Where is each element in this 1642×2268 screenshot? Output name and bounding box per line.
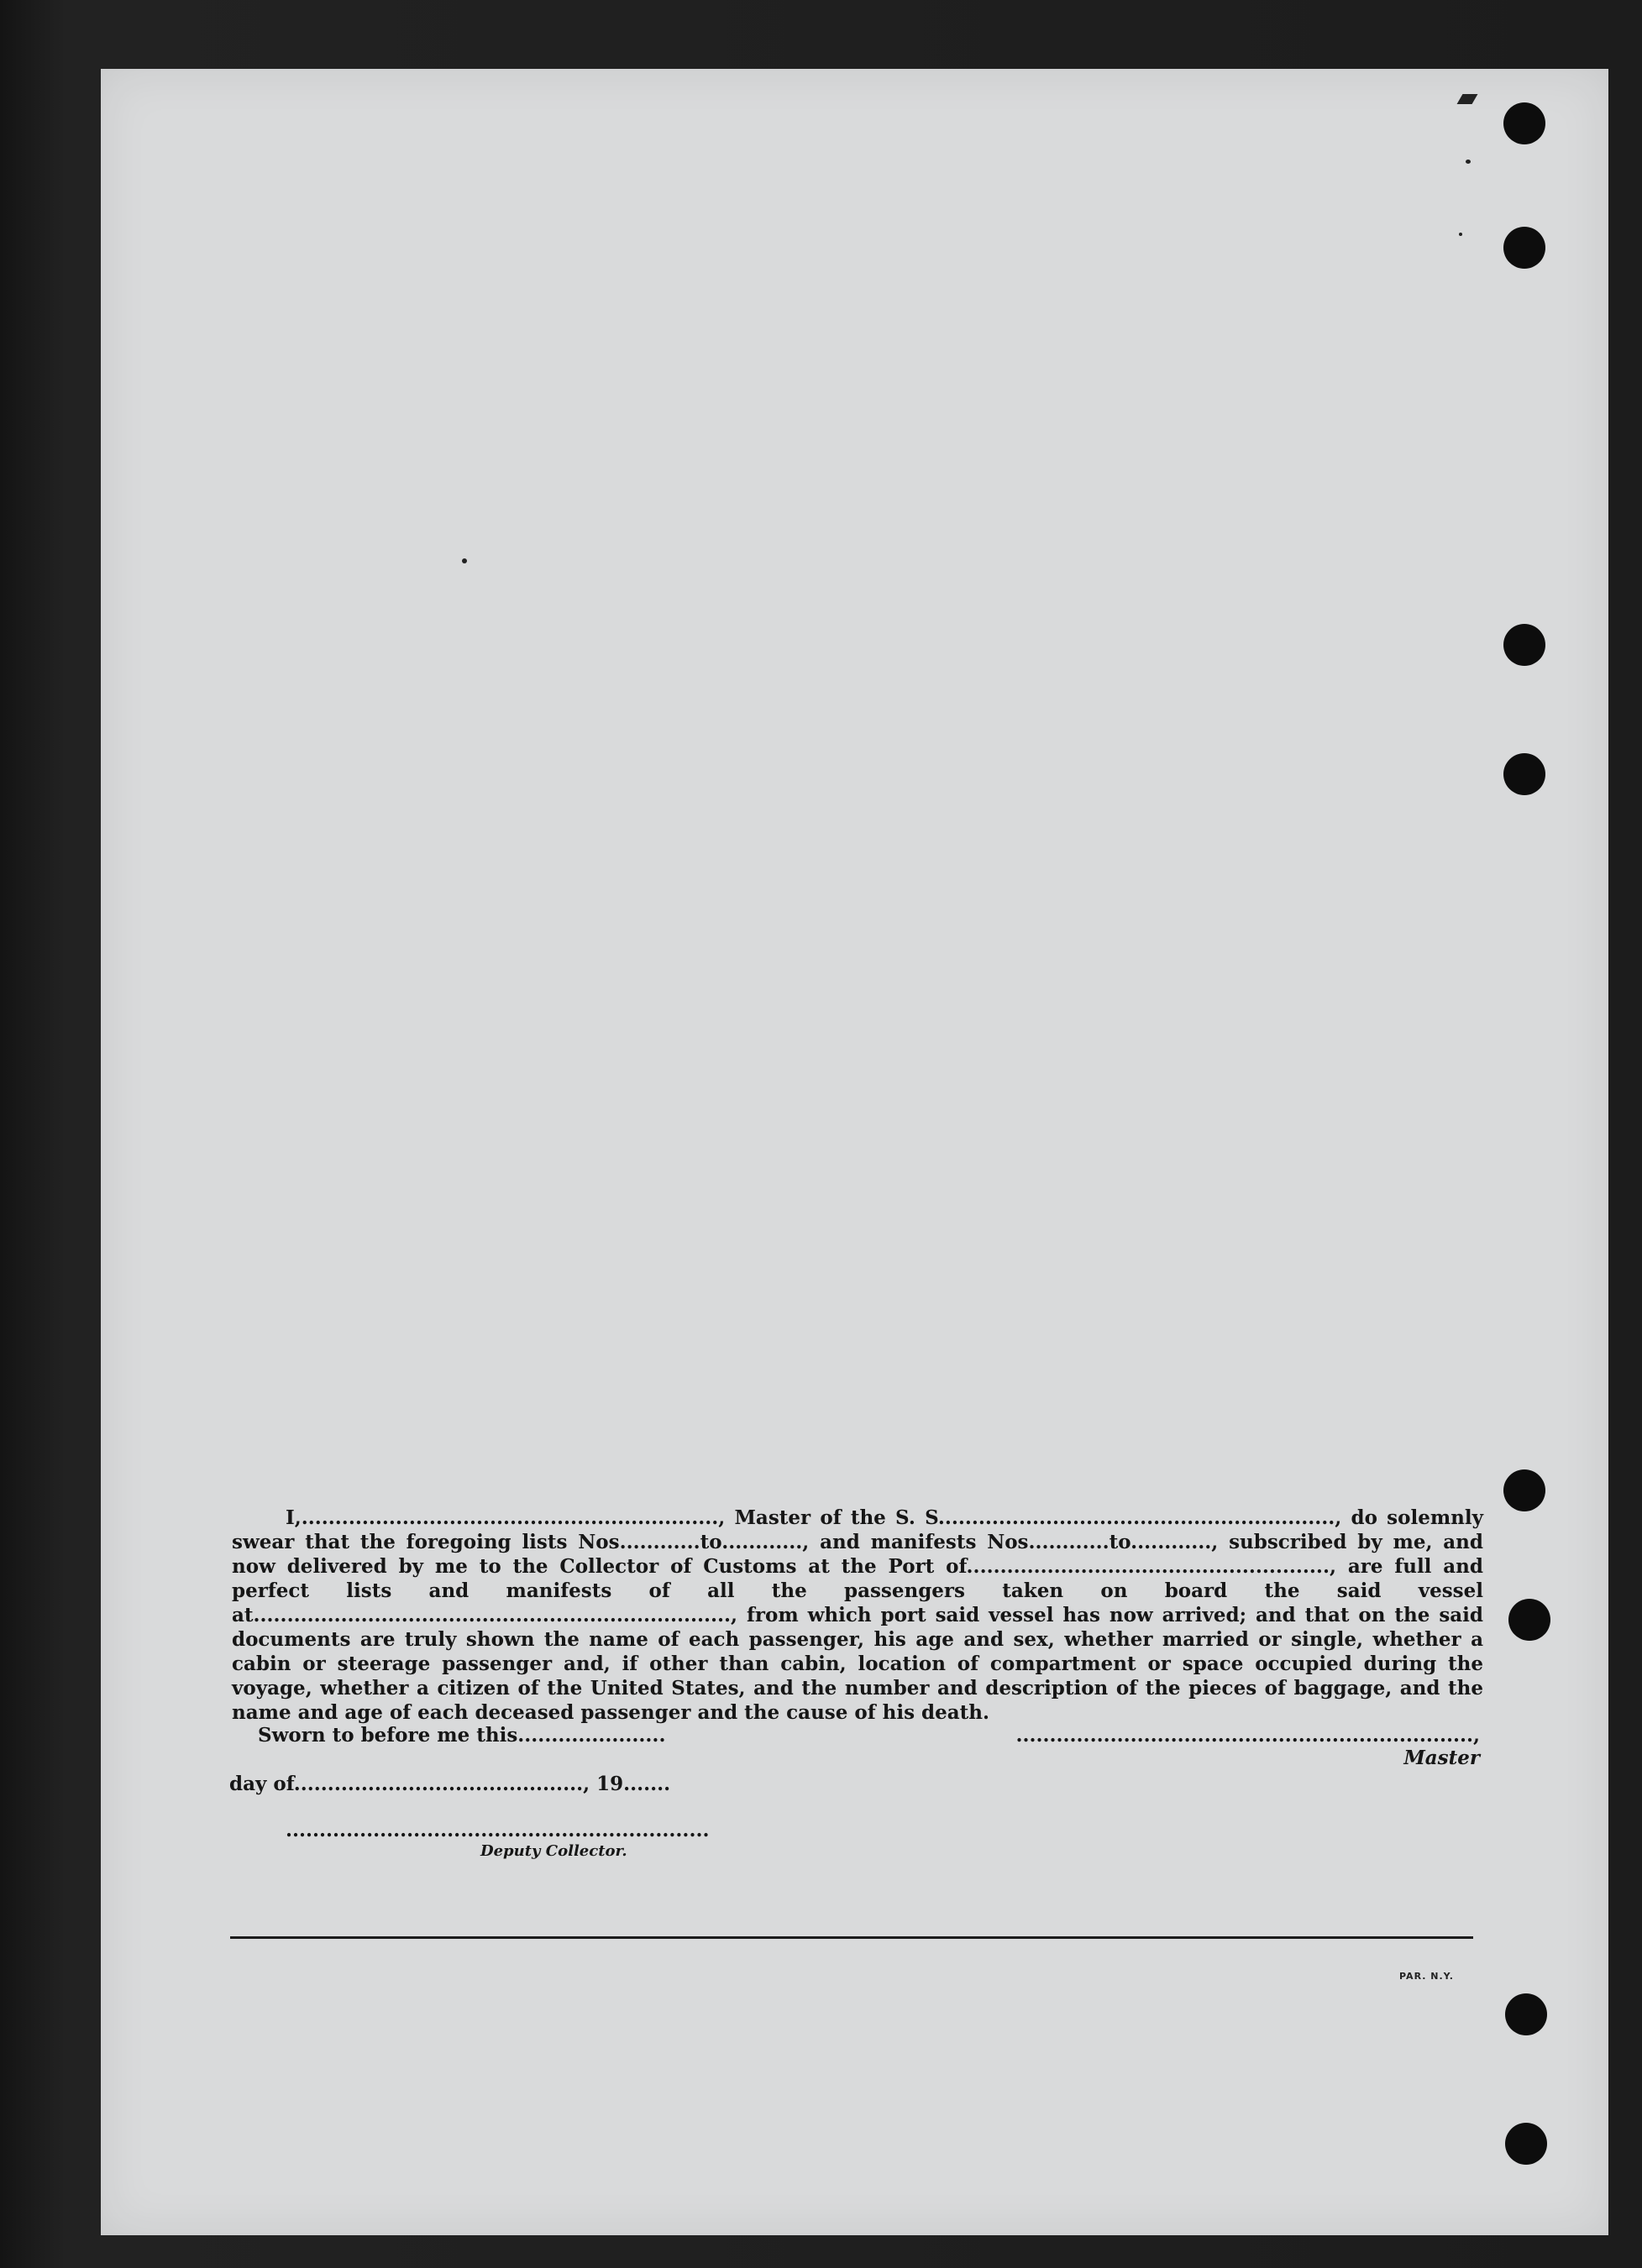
- punch-hole: [1503, 624, 1545, 666]
- master-label: Master: [1403, 1747, 1480, 1769]
- punch-hole: [1503, 102, 1545, 144]
- deputy-signature-dots: ...............................................................: [286, 1819, 710, 1841]
- horizontal-rule: [230, 1936, 1473, 1939]
- punch-hole: [1508, 1599, 1550, 1641]
- punch-hole: [1503, 1469, 1545, 1511]
- oath-statement: [232, 1506, 1483, 1725]
- punch-hole: [1505, 2123, 1547, 2165]
- date-line: day of..........................................., 19.......: [229, 1773, 671, 1795]
- punch-hole: [1503, 227, 1545, 269]
- document-page: [101, 69, 1608, 2235]
- master-signature-dots: ....................................................................,: [1015, 1724, 1480, 1747]
- deputy-collector-label: Deputy Collector.: [480, 1842, 627, 1860]
- scan-speck: [1459, 233, 1462, 236]
- form-code: PAR. N.Y.: [1399, 1971, 1454, 1982]
- scan-speck: [462, 558, 467, 563]
- sworn-line: Sworn to before me this......................: [258, 1724, 666, 1747]
- punch-hole: [1503, 753, 1545, 795]
- oath-text: I,.............................................................., Master of the S. S..........................................................., do solemnly swear that the foregoing lists Nos............to............, and manifests Nos............to............, subscribed by me, and now delivered by me to the Collector of Customs at the Port of......................................................, are full and perfect lists and manifests of all the passengers taken on board the said vessel at......................................................................., from which port said vessel has now arrived; and that on the said documents are truly shown the name of each passenger, his age and sex, whether married or single, whether a cabin or steerage passenger and, if other than cabin, location of compartment or space occupied during the voyage, whether a citizen of the United States, and the number and description of the pieces of baggage, and the name and age of each deceased passenger and the cause of his death.: [232, 1506, 1483, 1724]
- scan-speck: [1466, 160, 1471, 164]
- master-signature-line: [966, 1724, 1480, 1769]
- punch-hole: [1505, 1993, 1547, 2035]
